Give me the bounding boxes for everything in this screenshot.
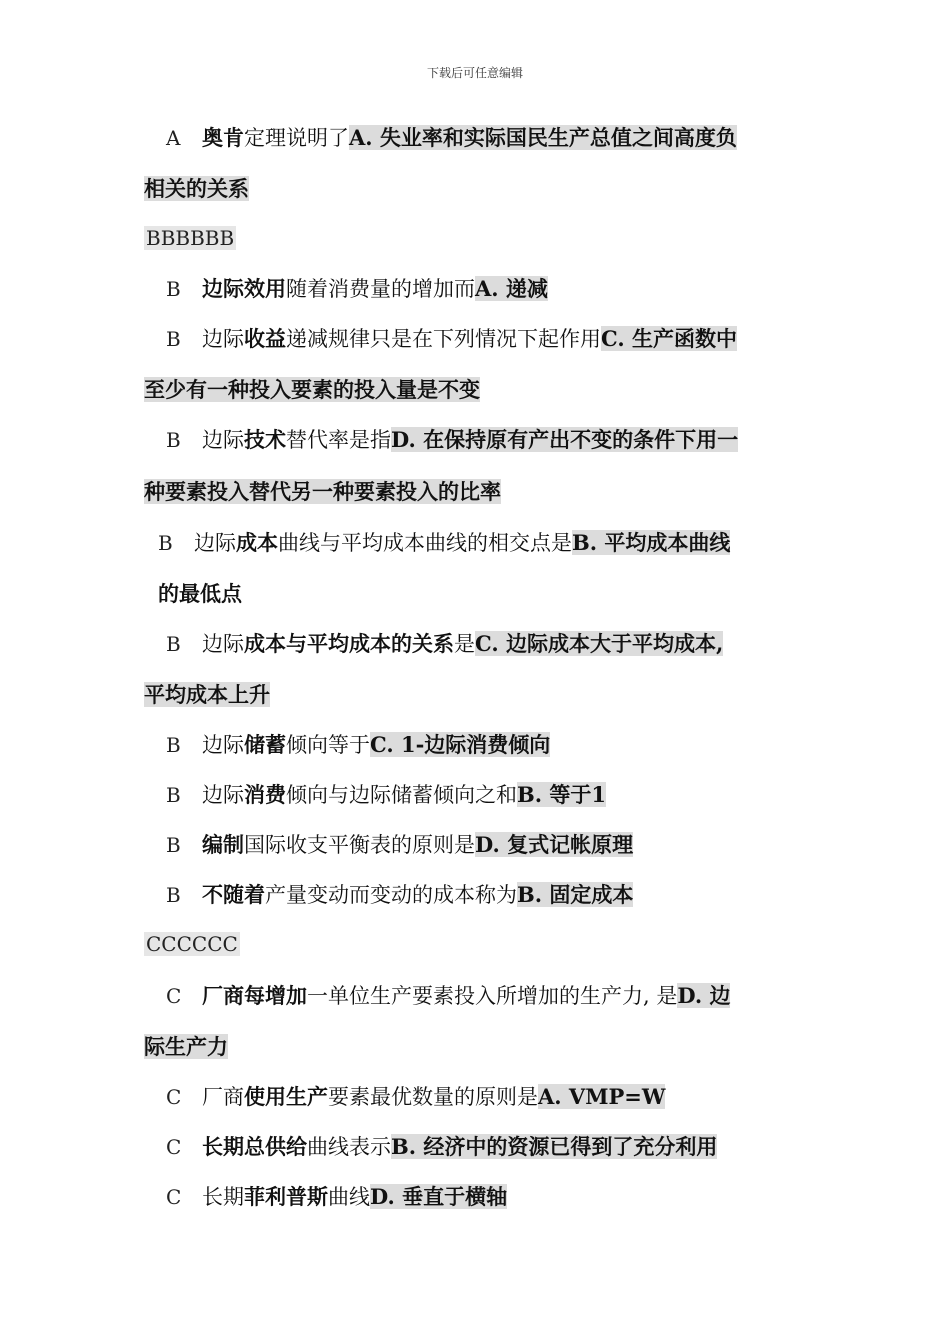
list-item-continuation bbox=[144, 478, 501, 506]
item-letter: C bbox=[166, 984, 182, 1008]
item-pre: 边际 bbox=[202, 783, 244, 807]
item-answer: C. 生产函数中 bbox=[601, 326, 737, 351]
item-answer: D. 复式记帐原理 bbox=[475, 832, 634, 857]
item-keyword: 消费 bbox=[244, 782, 286, 807]
list-item bbox=[166, 275, 548, 303]
item-question: 定理说明了 bbox=[244, 126, 349, 150]
list-item bbox=[166, 982, 730, 1010]
item-answer-cont: 至少有一种投入要素的投入量是不变 bbox=[144, 377, 480, 402]
item-answer: A. VMP=W bbox=[538, 1084, 666, 1109]
list-item bbox=[158, 529, 730, 557]
page-header: 下载后可任意编辑 bbox=[426, 66, 523, 80]
list-item-continuation bbox=[144, 681, 270, 709]
list-item bbox=[166, 831, 633, 859]
item-pre: 边际 bbox=[202, 632, 244, 656]
item-question: 倾向等于 bbox=[286, 733, 370, 757]
item-letter: C bbox=[166, 1185, 182, 1209]
item-answer: C. 边际成本大于平均成本, bbox=[475, 631, 724, 656]
item-keyword: 边际效用 bbox=[202, 276, 286, 301]
list-item bbox=[166, 731, 550, 759]
item-keyword: 奥肯 bbox=[202, 125, 244, 150]
item-letter: B bbox=[166, 883, 181, 907]
item-letter: B bbox=[158, 531, 173, 555]
item-keyword: 编制 bbox=[202, 832, 244, 857]
item-answer: B. 平均成本曲线 bbox=[572, 530, 731, 555]
list-item bbox=[166, 325, 737, 353]
list-item bbox=[166, 426, 738, 454]
item-answer: B. 等于1 bbox=[517, 782, 606, 807]
item-keyword: 收益 bbox=[244, 326, 286, 351]
item-letter: B bbox=[166, 327, 181, 351]
item-pre: 边际 bbox=[202, 327, 244, 351]
item-pre: 边际 bbox=[194, 531, 236, 555]
item-pre: 边际 bbox=[202, 428, 244, 452]
list-item-continuation bbox=[144, 376, 480, 404]
item-question: 递减规律只是在下列情况下起作用 bbox=[286, 327, 601, 351]
item-keyword: 技术 bbox=[244, 427, 286, 452]
item-answer: D. 垂直于横轴 bbox=[370, 1184, 508, 1209]
item-question: 一单位生产要素投入所增加的生产力, 是 bbox=[307, 984, 678, 1008]
item-answer-cont: 种要素投入替代另一种要素投入的比率 bbox=[144, 479, 501, 504]
list-item-continuation bbox=[144, 1033, 228, 1061]
list-item bbox=[166, 1083, 665, 1111]
item-answer: C. 1-边际消费倾向 bbox=[370, 732, 551, 757]
item-question: 倾向与边际储蓄倾向之和 bbox=[286, 783, 517, 807]
item-question: 替代率是指 bbox=[286, 428, 391, 452]
list-item-continuation bbox=[144, 175, 249, 203]
item-question: 是 bbox=[454, 632, 475, 656]
item-question: 要素最优数量的原则是 bbox=[328, 1085, 538, 1109]
item-question: 曲线与平均成本曲线的相交点是 bbox=[278, 531, 572, 555]
item-answer: D. 边 bbox=[677, 983, 731, 1008]
item-letter: B bbox=[166, 277, 181, 301]
item-letter: B bbox=[166, 428, 181, 452]
item-answer-cont: 平均成本上升 bbox=[144, 682, 270, 707]
item-answer-cont: 际生产力 bbox=[144, 1034, 228, 1059]
list-item bbox=[166, 124, 737, 152]
item-letter: A bbox=[166, 126, 181, 150]
item-letter: C bbox=[166, 1085, 182, 1109]
item-pre: 长期 bbox=[202, 1185, 244, 1209]
list-item bbox=[166, 881, 633, 909]
item-keyword: 成本 bbox=[236, 530, 278, 555]
item-keyword: 使用生产 bbox=[244, 1084, 328, 1109]
list-item bbox=[166, 1133, 717, 1161]
item-question: 曲线表示 bbox=[307, 1135, 391, 1159]
item-pre: 厂商 bbox=[202, 1085, 244, 1109]
item-question: 曲线 bbox=[328, 1185, 370, 1209]
item-question: 随着消费量的增加而 bbox=[286, 277, 475, 301]
list-item bbox=[166, 1183, 507, 1211]
item-pre: 边际 bbox=[202, 733, 244, 757]
item-letter: B bbox=[166, 632, 181, 656]
item-keyword: 不随着 bbox=[202, 882, 265, 907]
item-answer: B. 经济中的资源已得到了充分利用 bbox=[391, 1134, 718, 1159]
item-keyword: 成本与平均成本的关系 bbox=[244, 631, 454, 656]
item-answer-cont: 相关的关系 bbox=[144, 176, 249, 201]
item-answer: A. 失业率和实际国民生产总值之间高度负 bbox=[349, 125, 737, 150]
item-letter: C bbox=[166, 1135, 182, 1159]
item-letter: B bbox=[166, 733, 181, 757]
item-keyword: 厂商每增加 bbox=[202, 983, 307, 1008]
item-keyword: 储蓄 bbox=[244, 732, 286, 757]
item-answer: D. 在保持原有产出不变的条件下用一 bbox=[391, 427, 739, 452]
section-marker: BBBBBB bbox=[146, 226, 235, 250]
item-answer: A. 递减 bbox=[475, 276, 548, 301]
list-item bbox=[166, 630, 723, 658]
item-keyword: 菲利普斯 bbox=[244, 1184, 328, 1209]
item-answer-cont: 的最低点 bbox=[158, 581, 242, 606]
item-question: 产量变动而变动的成本称为 bbox=[265, 883, 517, 907]
item-keyword: 长期总供给 bbox=[202, 1134, 307, 1159]
list-item bbox=[166, 781, 606, 809]
item-answer: B. 固定成本 bbox=[517, 882, 634, 907]
item-letter: B bbox=[166, 833, 181, 857]
item-letter: B bbox=[166, 783, 181, 807]
list-item-continuation bbox=[158, 580, 242, 608]
section-marker: CCCCCC bbox=[146, 932, 238, 956]
item-question: 国际收支平衡表的原则是 bbox=[244, 833, 475, 857]
